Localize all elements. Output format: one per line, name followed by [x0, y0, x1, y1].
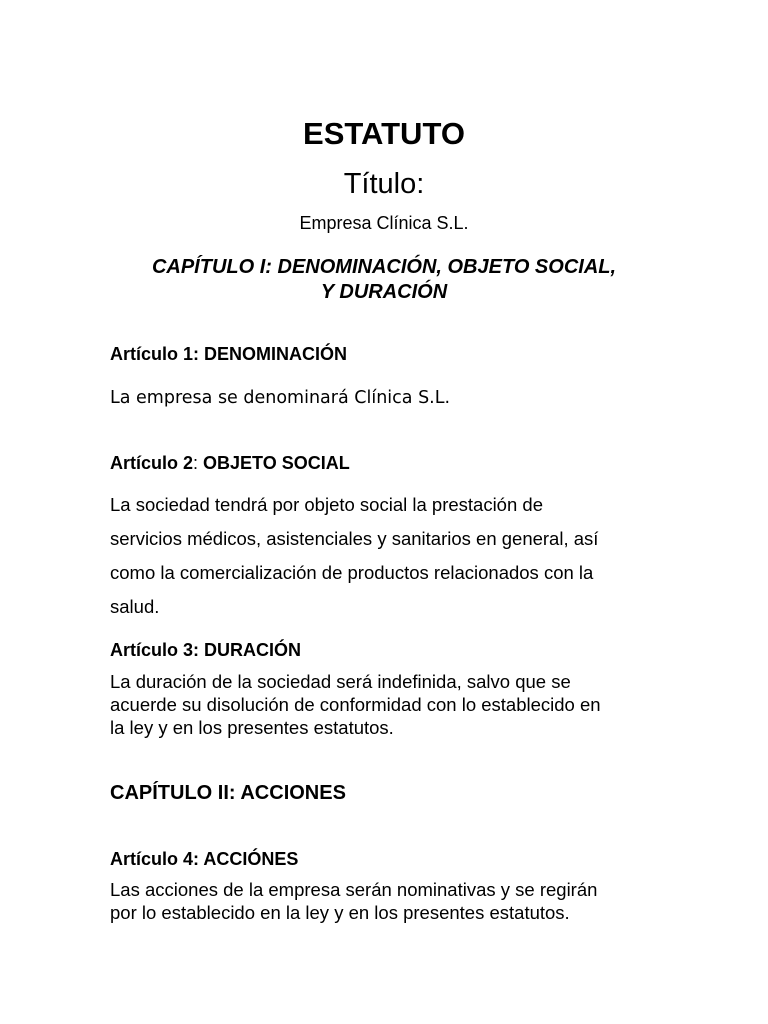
chapter-2-heading: CAPÍTULO II: ACCIONES: [110, 782, 346, 804]
article-4-line: Las acciones de la empresa serán nominativas y se regirán: [110, 879, 598, 900]
article-4-heading: Artículo 4: ACCIÓNES: [110, 849, 299, 869]
article-2-body: [110, 488, 670, 624]
article-2-line: servicios médicos, asistenciales y sanitarios en general, así: [110, 528, 599, 549]
chapter-1-heading-line-1: CAPÍTULO I: DENOMINACIÓN, OBJETO SOCIAL,: [151, 256, 617, 278]
article-2-line: salud.: [110, 596, 160, 617]
article-3-line: La duración de la sociedad será indefinida, salvo que se: [110, 671, 571, 692]
document-title: ESTATUTO: [303, 116, 465, 151]
article-1-heading: Artículo 1: DENOMINACIÓN: [110, 344, 348, 364]
article-2-heading-prefix: Artículo 2: [110, 453, 194, 473]
article-3-body: [110, 670, 680, 739]
article-3-heading: Artículo 3: DURACIÓN: [110, 640, 302, 660]
article-4-body: [110, 878, 680, 924]
article-1-body: La empresa se denominará Clínica S.L.: [110, 388, 451, 408]
article-2-heading-separator: :: [193, 453, 199, 473]
article-2-line: como la comercialización de productos relacionados con la: [110, 562, 594, 583]
article-3-line: la ley y en los presentes estatutos.: [110, 717, 394, 738]
article-3-line: acuerde su disolución de conformidad con lo establecido en: [110, 694, 601, 715]
document-subtitle: Título:: [343, 168, 425, 200]
chapter-1-heading-line-2: Y DURACIÓN: [320, 281, 448, 303]
article-4-line: por lo establecido en la ley y en los presentes estatutos.: [110, 902, 570, 923]
company-name: Empresa Clínica S.L.: [299, 213, 469, 233]
article-2-heading: [110, 451, 350, 475]
article-2-heading-suffix: OBJETO SOCIAL: [198, 453, 350, 473]
chapter-1-heading: [0, 255, 768, 305]
article-2-line: La sociedad tendrá por objeto social la prestación de: [110, 494, 543, 515]
